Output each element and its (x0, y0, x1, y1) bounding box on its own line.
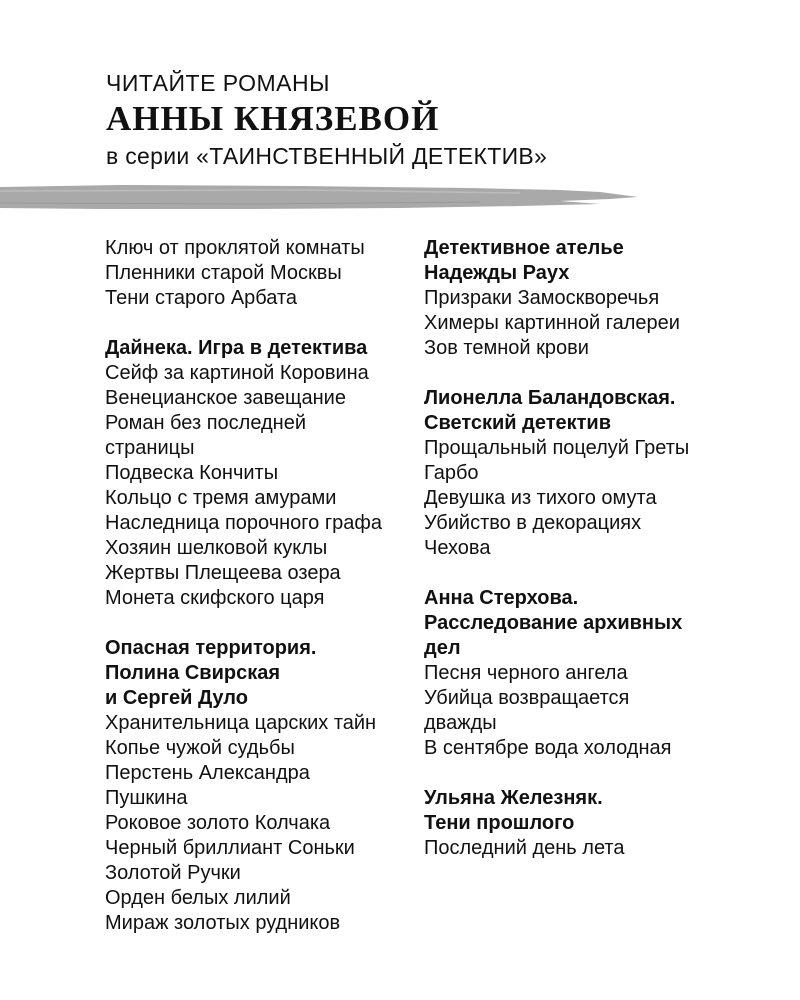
series-group-dangerous-territory (105, 636, 435, 936)
book-group (105, 236, 435, 311)
book-title: Девушка из тихого омута (424, 487, 657, 509)
book-title: Убийство в декорациях Чехова (424, 512, 642, 559)
book-title: Прощальный поцелуй Греты Гарбо (424, 437, 690, 484)
author-name: АННЫ КНЯЗЕВОЙ (106, 99, 440, 138)
book-title: Подвеска Кончиты (105, 462, 279, 484)
series-heading: Анна Стерхова. Расследование архивных дел (424, 587, 683, 659)
series-group-dayneka (105, 336, 435, 611)
series-group-nadezhda-raukh (424, 236, 754, 361)
series-name: в серии «ТАИНСТВЕННЫЙ ДЕТЕКТИВ» (106, 143, 548, 169)
book-title: Жертвы Плещеева озера (105, 562, 341, 584)
book-title: Хранительница царских тайн (105, 712, 377, 734)
intro-text: ЧИТАЙТЕ РОМАНЫ (106, 70, 330, 96)
brush-stroke-divider (0, 181, 640, 217)
book-title: Зов темной крови (424, 337, 589, 359)
book-title: Химеры картинной галереи (424, 312, 680, 334)
book-title: Монета скифского царя (105, 587, 325, 609)
book-title: Песня черного ангела (424, 662, 628, 684)
book-title: Роман без последней страницы (105, 412, 307, 459)
left-column (105, 236, 435, 961)
book-title: Мираж золотых рудников (105, 912, 341, 934)
series-heading: Лионелла Баландовская. Светский детектив (424, 387, 676, 434)
book-title: Хозяин шелковой куклы (105, 537, 328, 559)
series-heading: Ульяна Железняк. Тени прошлого (424, 787, 603, 834)
book-title: Черный бриллиант Соньки Золотой Ручки (105, 837, 355, 884)
book-title: Роковое золото Колчака (105, 812, 331, 834)
series-heading: Опасная территория. Полина Свирская и Сергей Дуло (105, 637, 317, 709)
book-title: Призраки Замоскворечья (424, 287, 660, 309)
series-heading: Детективное ателье Надежды Раух (424, 237, 624, 284)
series-group-lionella (424, 386, 754, 561)
book-title: Венецианское завещание (105, 387, 346, 409)
right-column (424, 236, 754, 886)
book-title: Тени старого Арбата (105, 287, 298, 309)
book-title: В сентябре вода холодная (424, 737, 672, 759)
book-title: Перстень Александра Пушкина (105, 762, 310, 809)
book-title: Копье чужой судьбы (105, 737, 295, 759)
book-title: Кольцо с тремя амурами (105, 487, 337, 509)
book-title: Последний день лета (424, 837, 625, 859)
book-title: Наследница порочного графа (105, 512, 382, 534)
book-title: Убийца возвращается дважды (424, 687, 630, 734)
page-header (106, 68, 706, 172)
series-group-ulyana-zheleznyak (424, 786, 754, 861)
book-title: Ключ от проклятой комнаты (105, 237, 365, 259)
book-title: Орден белых лилий (105, 887, 291, 909)
series-heading: Дайнека. Игра в детектива (105, 337, 368, 359)
book-title: Сейф за картиной Коровина (105, 362, 369, 384)
series-group-anna-sterkhova (424, 586, 754, 761)
book-title: Пленники старой Москвы (105, 262, 342, 284)
